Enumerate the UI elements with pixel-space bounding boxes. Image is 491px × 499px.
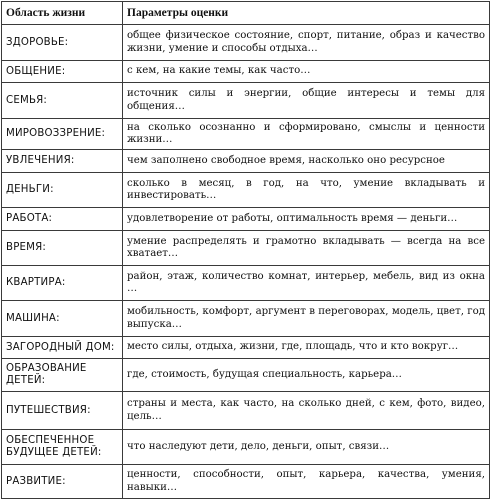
table-row <box>2 83 490 119</box>
row-params-cell: источник силы и энергии, общие интересы и темы для общения… <box>123 83 490 119</box>
row-area-cell: ДЕНЬГИ: <box>2 173 123 208</box>
table-row <box>2 266 490 301</box>
row-params-cell: на сколько осознанно и сформировано, смыслы и ценности жизни… <box>123 119 490 150</box>
row-area-cell: СЕМЬЯ: <box>2 83 123 119</box>
row-params-cell: что наследуют дети, дело, деньги, опыт, связи… <box>123 430 490 465</box>
row-area-cell: РАБОТА: <box>2 208 123 231</box>
row-area-cell: ПУТЕШЕСТВИЯ: <box>2 392 123 430</box>
row-area-cell: МАШИНА: <box>2 301 123 337</box>
row-params-cell: где, стоимость, будущая специальность, карьера… <box>123 359 490 392</box>
row-area-cell: ОБЕСПЕЧЕННОЕ БУДУЩЕЕ ДЕТЕЙ: <box>2 430 123 465</box>
table-row <box>2 208 490 231</box>
table-row <box>2 430 490 465</box>
row-params-cell: место силы, отдыха, жизни, где, площадь, что и кто вокруг… <box>123 337 490 359</box>
row-area-cell: ЗДОРОВЬЕ: <box>2 25 123 61</box>
row-area-cell: ОБРАЗОВАНИЕ ДЕТЕЙ: <box>2 359 123 392</box>
table-row <box>2 392 490 430</box>
row-area-cell: УВЛЕЧЕНИЯ: <box>2 150 123 173</box>
table-row <box>2 25 490 61</box>
row-area-cell: ЗАГОРОДНЫЙ ДОМ: <box>2 337 123 359</box>
column-header-area: Область жизни <box>2 2 123 25</box>
table-row <box>2 337 490 359</box>
table-row <box>2 150 490 173</box>
row-area-cell: МИРОВОЗЗРЕНИЕ: <box>2 119 123 150</box>
column-header-params: Параметры оценки <box>123 2 490 25</box>
life-areas-table <box>1 1 490 499</box>
table-header-row <box>2 2 490 25</box>
row-params-cell: умение распределять и грамотно вкладывать — всегда на все хватает… <box>123 231 490 266</box>
row-params-cell: мобильность, комфорт, аргумент в переговорах, модель, цвет, год выпуска… <box>123 301 490 337</box>
row-params-cell: страны и места, как часто, на сколько дней, с кем, фото, видео, цель… <box>123 392 490 430</box>
table-row <box>2 61 490 83</box>
table-row <box>2 119 490 150</box>
table-row <box>2 301 490 337</box>
table-row <box>2 231 490 266</box>
table-row <box>2 465 490 499</box>
row-params-cell: ценности, способности, опыт, карьера, качества, умения, навыки… <box>123 465 490 499</box>
row-area-cell: ОБЩЕНИЕ: <box>2 61 123 83</box>
row-params-cell: удовлетворение от работы, оптимальность время — деньги… <box>123 208 490 231</box>
row-params-cell: общее физическое состояние, спорт, питание, образ и качество жизни, умение и способы отдыха… <box>123 25 490 61</box>
row-params-cell: чем заполнено свободное время, насколько оно ресурсное <box>123 150 490 173</box>
row-params-cell: с кем, на какие темы, как часто… <box>123 61 490 83</box>
row-area-cell: ВРЕМЯ: <box>2 231 123 266</box>
row-area-cell: РАЗВИТИЕ: <box>2 465 123 499</box>
row-params-cell: сколько в месяц, в год, на что, умение вкладывать и инвестировать… <box>123 173 490 208</box>
row-area-cell: КВАРТИРА: <box>2 266 123 301</box>
table-row <box>2 173 490 208</box>
table-row <box>2 359 490 392</box>
row-params-cell: район, этаж, количество комнат, интерьер, мебель, вид из окна … <box>123 266 490 301</box>
